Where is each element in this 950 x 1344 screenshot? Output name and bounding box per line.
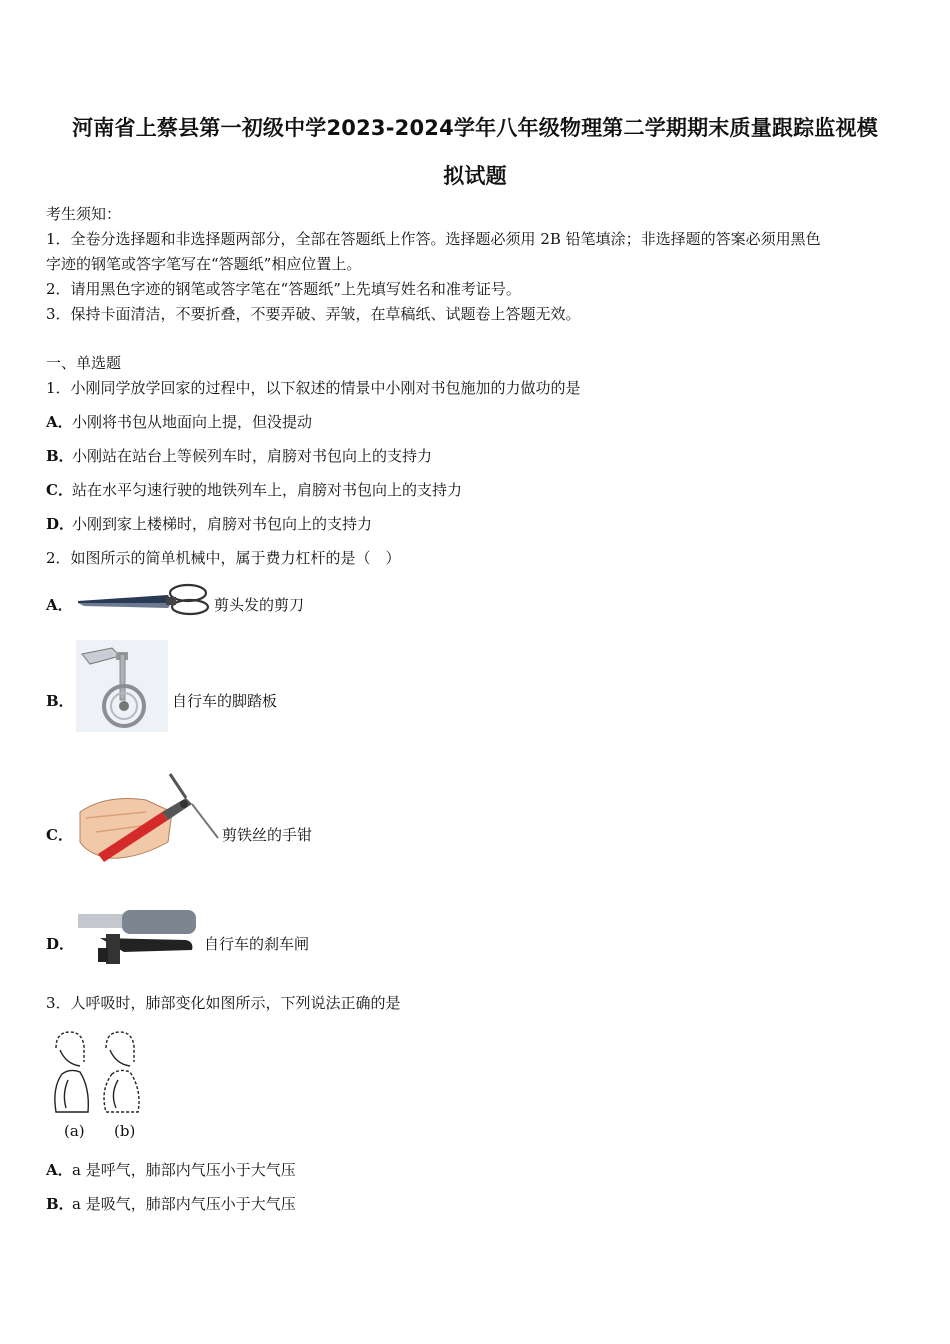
q2-option-d-label: D． [46, 935, 75, 953]
section-heading: 一、单选题 [46, 354, 122, 372]
option-text: a 是呼气，肺部内气压小于大气压 [72, 1161, 296, 1179]
notice-item-2: 2．请用黑色字迹的钢笔或答字笔在“答题纸”上先填写姓名和准考证号。 [46, 280, 521, 298]
q2-option-a-label: A． [46, 596, 73, 614]
option-label: B． [46, 1195, 74, 1213]
q3-stem: 3．人呼吸时，肺部变化如图所示，下列说法正确的是 [46, 994, 401, 1012]
exam-title-line2: 拟试题 [443, 164, 507, 188]
scissors-image [76, 582, 210, 616]
option-label: D． [46, 515, 75, 533]
option-text: a 是吸气，肺部内气压小于大气压 [72, 1195, 296, 1213]
option-text: 小刚到家上楼梯时，肩膀对书包向上的支持力 [72, 515, 373, 533]
q2-option-c-label: C． [46, 826, 73, 844]
notice-item-1b: 字迹的钢笔或答字笔写在“答题纸”相应位置上。 [46, 255, 362, 273]
q1-option-d [46, 513, 372, 534]
exam-title-line1: 河南省上蔡县第一初级中学2023-2024学年八年级物理第二学期期末质量跟踪监视模 [72, 116, 878, 140]
q3-option-a [46, 1159, 296, 1180]
lung-figure-label-a: (a) [64, 1122, 85, 1140]
pliers-hand-image [76, 772, 222, 868]
brake-lever-image [76, 908, 200, 968]
option-label: C． [46, 481, 73, 499]
q2-stem: 2．如图所示的简单机械中，属于费力杠杆的是（ ） [46, 549, 401, 567]
bicycle-pedal-image [76, 640, 168, 732]
option-text: 站在水平匀速行驶的地铁列车上，肩膀对书包向上的支持力 [72, 481, 463, 499]
q2-option-b-label: B． [46, 692, 74, 710]
option-label: A． [46, 1161, 73, 1179]
lung-figure-label-b: (b) [114, 1122, 136, 1140]
lung-diagram-image [48, 1028, 148, 1118]
q3-option-b [46, 1193, 296, 1214]
q2-option-a-text: 剪头发的剪刀 [214, 596, 305, 614]
option-text: 小刚站在站台上等候列车时，肩膀对书包向上的支持力 [72, 447, 433, 465]
option-label: A． [46, 413, 73, 431]
notice-item-3: 3．保持卡面清洁，不要折叠，不要弄破、弄皱，在草稿纸、试题卷上答题无效。 [46, 305, 581, 323]
q2-option-b-text: 自行车的脚踏板 [172, 692, 278, 710]
q1-option-c [46, 479, 462, 500]
q2-option-c-text: 剪铁丝的手钳 [222, 826, 313, 844]
option-text: 小刚将书包从地面向上提，但没提动 [72, 413, 313, 431]
option-label: B． [46, 447, 74, 465]
notice-item-1a: 1．全卷分选择题和非选择题两部分，全部在答题纸上作答。选择题必须用 2B 铅笔填涂；非选择题的答案必须用黑色 [46, 230, 821, 248]
notice-heading: 考生须知： [46, 205, 122, 223]
q2-option-d-text: 自行车的刹车闸 [204, 935, 310, 953]
q1-stem: 1．小刚同学放学回家的过程中，以下叙述的情景中小刚对书包施加的力做功的是 [46, 379, 581, 397]
q1-option-b [46, 445, 432, 466]
q1-option-a [46, 411, 312, 432]
